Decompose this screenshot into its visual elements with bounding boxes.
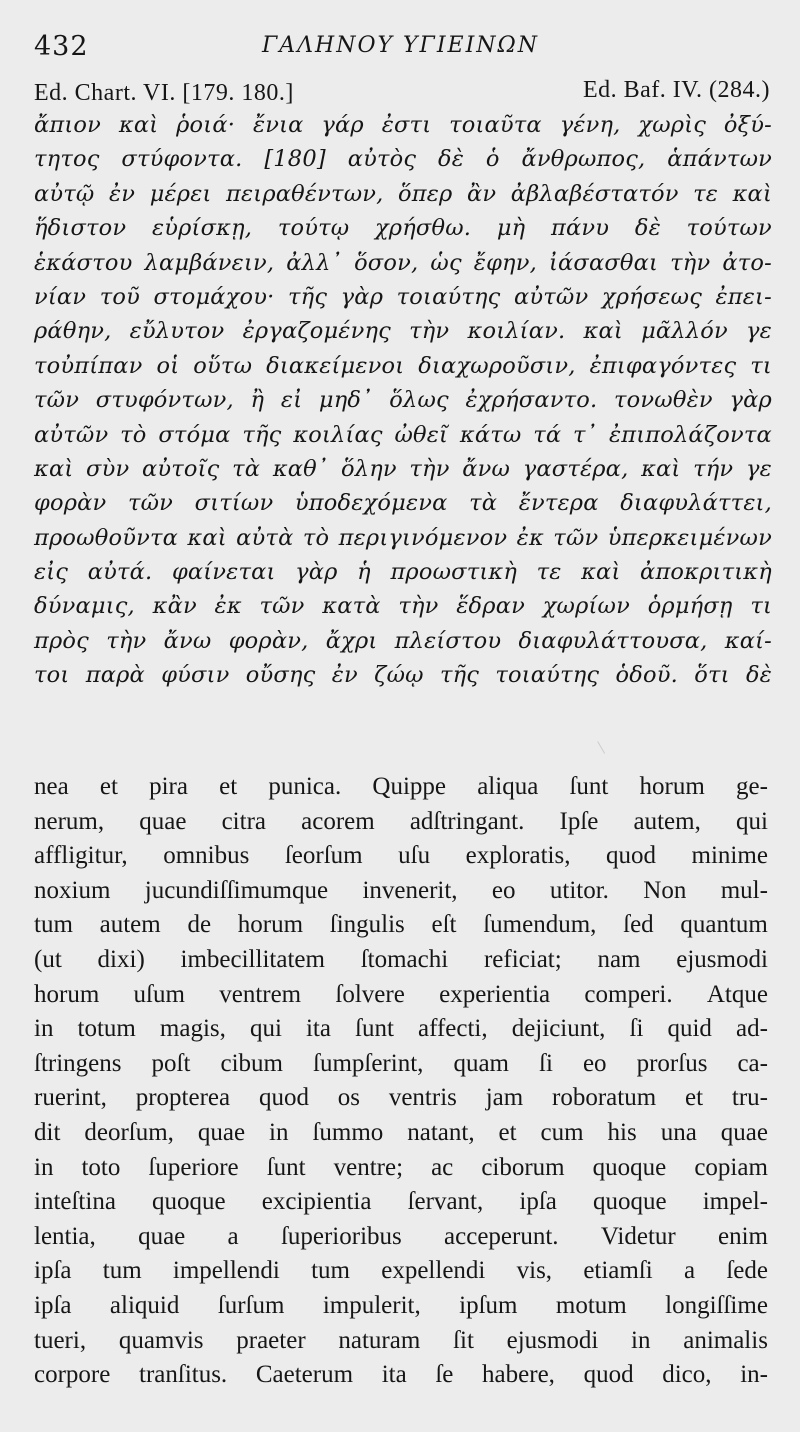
greek-text-line: ἄπιον καὶ ῥοιά· ἔνια γάρ ἐστι τοιαῦτα γένη, χωρὶς ὀξύ- (34, 112, 772, 138)
running-title: ΓΑΛΗΝΟΥ ΥΓΙΕΙΝΩΝ (262, 33, 539, 58)
greek-text-line: ἥδιστον εὑρίσκῃ, τούτῳ χρήσθω. μὴ πάνυ δὲ τούτων (34, 215, 772, 242)
latin-text-line: affligitur, omnibus ſeorſum uſu exploratis, quod minime (34, 842, 768, 870)
edition-reference-right: Ed. Baf. IV. (284.) (582, 77, 770, 103)
latin-text-line: horum uſum ventrem ſolvere experientia comperi. Atque (34, 980, 768, 1008)
greek-text-line: ἑκάστου λαμβάνειν, ἀλλ᾽ ὅσον, ὡς ἔφην, ἰάσασθαι τὴν ἀτο- (34, 249, 772, 276)
latin-text-line: nerum, quae citra acorem adſtringant. Ipſe autem, qui (34, 807, 768, 835)
greek-text-line: δύναμις, κἂν ἐκ τῶν κατὰ τὴν ἕδραν χωρίων ὁρμήσῃ τι (34, 593, 772, 620)
greek-text-line: τοὐπίπαν οἱ οὕτω διακείμενοι διαχωροῦσιν, ἐπιφαγόντες τι (34, 352, 772, 379)
edition-reference-left: Ed. Chart. VI. [179. 180.] (34, 80, 294, 106)
latin-text-line: in toto ſuperiore ſunt ventre; ac ciborum quoque copiam (34, 1153, 768, 1181)
latin-text-line: corpore tranſitus. Caeterum ita ſe habere, quod dico, in- (34, 1361, 768, 1389)
latin-text-line: (ut dixi) imbecillitatem ſtomachi reficiat; nam ejusmodi (34, 945, 768, 973)
greek-text-line: νίαν τοῦ στομάχου· τῆς γὰρ τοιαύτης αὐτῶν χρήσεως ἐπει- (34, 283, 772, 310)
latin-text-line: noxium jucundiſſimumque invenerit, eo utitor. Non mul- (34, 876, 768, 904)
greek-text-line: εἰς αὐτά. φαίνεται γὰρ ἡ προωστικὴ τε καὶ ἀποκριτικὴ (34, 559, 772, 586)
latin-text-line: ruerint, propterea quod os ventris jam roboratum et tru- (34, 1084, 768, 1112)
latin-text-line: ipſa tum impellendi tum expellendi vis, etiamſi a ſede (34, 1257, 768, 1285)
greek-text-line: τητος στύφοντα. [180] αὐτὸς δὲ ὁ ἄνθρωπος, ἁπάντων (34, 146, 772, 173)
greek-text-block (34, 108, 772, 693)
greek-text-line: ράθην, εὔλυτον ἐργαζομένης τὴν κοιλίαν. καὶ μᾶλλόν γε (34, 318, 772, 345)
greek-text-line: προωθοῦντα καὶ αὐτὰ τὸ περιγινόμενον ἐκ τῶν ὑπερκειμένων (34, 524, 772, 551)
latin-text-line: ipſa aliquid ſurſum impulerit, ipſum motum longiſſime (34, 1291, 768, 1319)
latin-text-line: tueri, quamvis praeter naturam ſit ejusmodi in animalis (34, 1326, 768, 1354)
greek-text-line: πρὸς τὴν ἄνω φορὰν, ἄχρι πλείστου διαφυλάττουσα, καί- (34, 627, 772, 654)
latin-text-line: ſtringens poſt cibum ſumpſerint, quam ſi eo prorſus ca- (34, 1049, 768, 1077)
greek-text-line: τῶν στυφόντων, ἢ εἰ μηδ᾽ ὅλως ἐχρήσαντο. τονωθὲν γὰρ (34, 387, 772, 414)
latin-text-line: inteſtina quoque excipientia ſervant, ipſa quoque impel- (34, 1188, 768, 1216)
greek-text-line: τοι παρὰ φύσιν οὔσης ἐν ζώῳ τῆς τοιαύτης ὁδοῦ. ὅτι δὲ (34, 662, 772, 689)
stray-mark (597, 736, 614, 754)
latin-text-line: nea et pira et punica. Quippe aliqua ſunt horum ge- (34, 773, 768, 800)
latin-text-line: tum autem de horum ſingulis eſt ſumendum, ſed quantum (34, 911, 768, 939)
page-number: 432 (34, 31, 89, 62)
greek-text-line: καὶ σὺν αὐτοῖς τὰ καθ᾽ ὅλην τὴν ἄνω γαστέρα, καὶ τήν γε (34, 455, 772, 482)
greek-text-line: αὐτῷ ἐν μέρει πειραθέντων, ὅπερ ἂν ἀβλαβέστατόν τε καὶ (34, 180, 772, 207)
greek-text-line: αὐτῶν τὸ στόμα τῆς κοιλίας ὠθεῖ κάτω τά τ᾽ ἐπιπολάζοντα (34, 421, 772, 448)
latin-text-line: dit deorſum, quae in ſummo natant, et cum his una quae (34, 1118, 768, 1146)
greek-text-line: φορὰν τῶν σιτίων ὑποδεχόμενα τὰ ἔντερα διαφυλάττει, (34, 490, 772, 517)
latin-text-line: lentia, quae a ſuperioribus acceperunt. Videtur enim (34, 1222, 768, 1250)
latin-text-line: in totum magis, qui ita ſunt affecti, dejiciunt, ſi quid ad- (34, 1015, 768, 1043)
latin-text-block (34, 770, 768, 1393)
